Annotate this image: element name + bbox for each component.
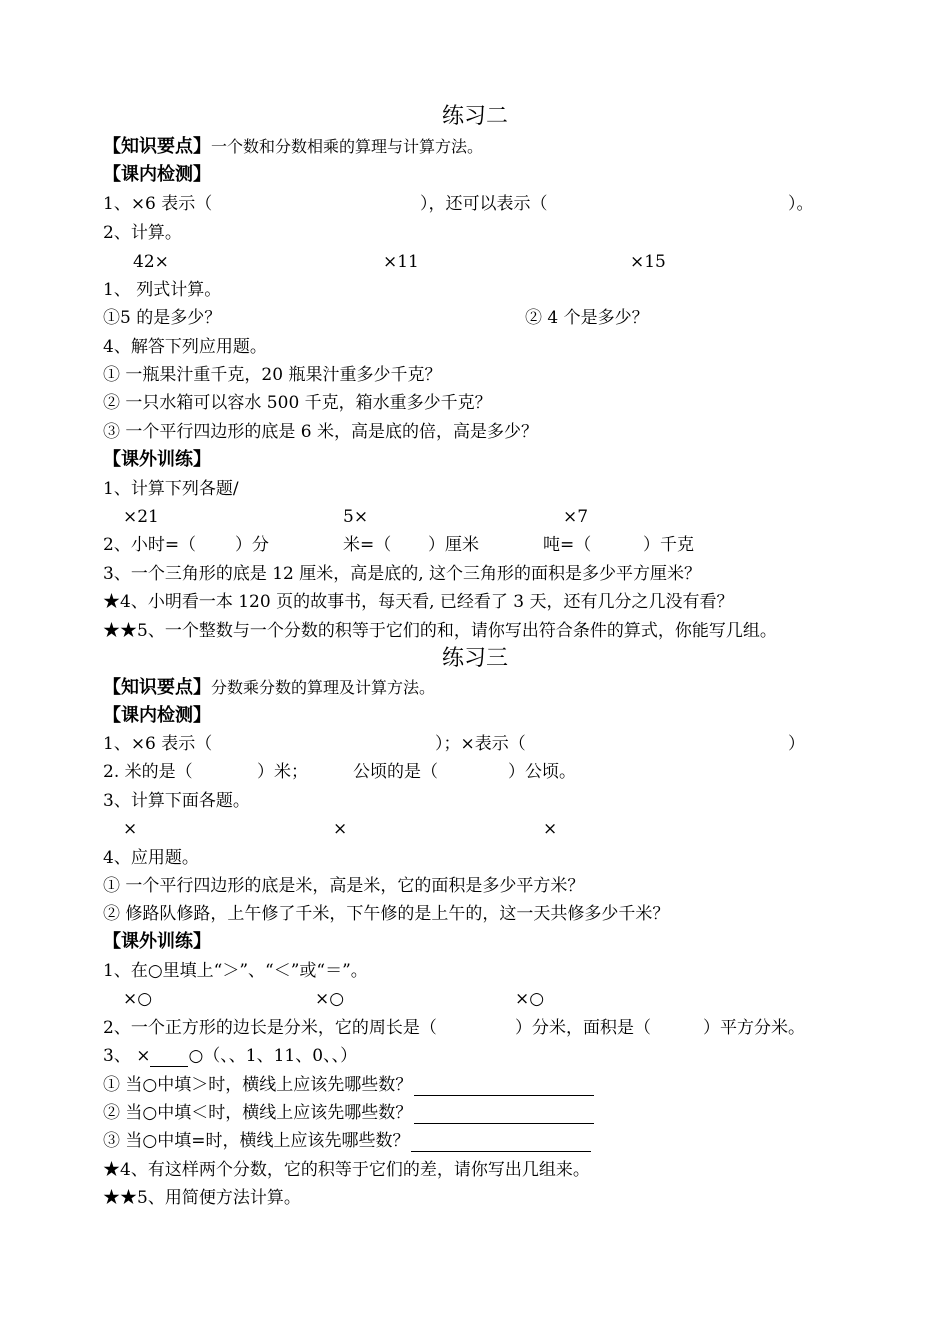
s3-ex-q3-sub-1-text: ① 当○中填＞时，横线上应该先哪些数？ [103,1075,413,1095]
s3-ic-q3-item-3: × [543,819,558,839]
s2-ic-q2-item-2: ×11 [383,252,419,272]
s2-ex-q2-c: 米=（ [343,535,392,555]
section3-title: 练习三 [441,646,508,671]
s3-ex-q2-a: 2、一个正方形的边长是分米，它的周长是（ [103,1018,437,1038]
s3-ex-q3-sub-3-answer-line[interactable] [411,1133,591,1152]
section2-title: 练习二 [441,104,508,129]
section2-knowledge-label: 【知识要点】 [103,136,211,157]
s2-ic-q2: 2、计算。 [103,223,182,243]
s3-ex-q3-b: ○（、、1、11、0、、） [188,1046,358,1066]
s3-ex-q3-sub-2 [103,1102,594,1124]
s2-ex-q4: ★4、小明看一本 120 页的故事书，每天看, 已经看了 3 天，还有几分之几没有看？ [103,592,734,612]
section3-knowledge-label: 【知识要点】 [103,677,211,698]
s2-ic-q3-b: ② 4 个是多少？ [525,308,649,328]
section3-knowledge-points [103,676,435,700]
s3-ic-q4-item-2: ② 修路队修路，上午修了千米，下午修的是上午的，这一天共修多少千米？ [103,904,670,924]
s2-ex-q1-item-2: 5× [343,507,369,527]
s2-ex-q2-b: ）分 [235,535,269,555]
s3-ic-q3-item-1: × [123,819,138,839]
section2-knowledge-text: 一个数和分数相乘的算理与计算方法。 [211,137,484,156]
s2-ic-q4-item-3: ③ 一个平行四边形的底是 6 米，高是底的倍，高是多少？ [103,422,539,442]
s2-ic-q4: 4、解答下列应用题。 [103,337,267,357]
s2-ic-q2-item-3: ×15 [630,252,666,272]
s3-ex-q1: 1、在○里填上“＞”、“＜”或“＝”。 [103,961,368,981]
s2-ic-q1-c: ）。 [788,194,814,214]
s3-ex-q3-sub-2-answer-line[interactable] [414,1105,594,1124]
s2-ex-q1: 1、计算下列各题/ [103,479,239,499]
s2-ex-q1-item-3: ×7 [563,507,589,527]
s3-ic-q1-a: 1、×6 表示（ [103,734,213,754]
s3-ic-q2-c: 公顷的是（ [353,762,438,782]
s2-ic-q3: 1、 列式计算。 [103,280,222,300]
s3-ex-q1-item-3: ×○ [515,989,545,1009]
s2-ic-q3-a: ①5 的是多少？ [103,308,222,328]
section3-extra-heading: 【课外训练】 [103,931,211,952]
s3-ex-q3-answer-line[interactable] [150,1048,188,1067]
s3-ic-q4-item-1: ① 一个平行四边形的底是米，高是米，它的面积是多少平方米？ [103,876,585,896]
s2-ex-q3: 3、一个三角形的底是 12 厘米，高是底的, 这个三角形的面积是多少平方厘米？ [103,564,702,584]
s3-ex-q3-a: 3、 × [103,1046,151,1066]
s3-ex-q3-sub-2-text: ② 当○中填＜时，横线上应该先哪些数？ [103,1103,413,1123]
s3-ic-q1-c: ） [788,734,805,754]
s3-ex-q2-c: ）平方分米。 [703,1018,805,1038]
s3-ex-q3-sub-3-text: ③ 当○中填=时，横线上应该先哪些数？ [103,1131,410,1151]
section2-in-class-heading: 【课内检测】 [103,164,211,185]
s2-ex-q2-f: ）千克 [643,535,694,555]
s2-ic-q1-a: 1、×6 表示（ [103,194,213,214]
s2-ex-q2-d: ）厘米 [428,535,479,555]
s3-ic-q2-b: ）米； [257,762,308,782]
s3-ex-q1-item-2: ×○ [315,989,345,1009]
s2-ex-q2-e: 吨=（ [543,535,592,555]
s3-ex-q3-sub-3 [103,1130,591,1152]
s2-ic-q4-item-2: ② 一只水箱可以容水 500 千克，箱水重多少千克？ [103,393,492,413]
section3-knowledge-text: 分数乘分数的算理及计算方法。 [211,678,436,697]
s2-ex-q1-item-1: ×21 [123,507,159,527]
s3-ic-q3: 3、计算下面各题。 [103,791,250,811]
s3-ex-q1-item-1: ×○ [123,989,153,1009]
section3-in-class-heading: 【课内检测】 [103,705,211,726]
s3-ex-q2-b: ）分米，面积是（ [515,1018,651,1038]
s2-ex-q2-a: 2、小时=（ [103,535,197,555]
s3-ic-q4: 4、应用题。 [103,848,199,868]
s3-ic-q1-b: ）；×表示（ [435,734,526,754]
s3-ex-q3 [103,1045,357,1067]
s3-ex-q3-sub-1-answer-line[interactable] [414,1077,594,1096]
s2-ic-q1-b: ），还可以表示（ [420,194,548,214]
s2-ic-q2-item-1: 42× [133,252,169,272]
s3-ex-q4: ★4、有这样两个分数，它的积等于它们的差，请你写出几组来。 [103,1160,590,1180]
s3-ex-q3-sub-1 [103,1074,594,1096]
s2-ex-q5: ★★5、一个整数与一个分数的积等于它们的和，请你写出符合条件的算式，你能写几组。 [103,621,777,641]
s3-ic-q3-item-2: × [333,819,348,839]
section2-knowledge-points [103,135,483,159]
section2-extra-heading: 【课外训练】 [103,449,211,470]
s3-ex-q5: ★★5、用简便方法计算。 [103,1188,301,1208]
s3-ic-q2-a: 2. 米的是（ [103,762,193,782]
s3-ic-q2-d: ）公顷。 [508,762,576,782]
s2-ic-q4-item-1: ① 一瓶果汁重千克，20 瓶果汁重多少千克？ [103,365,442,385]
